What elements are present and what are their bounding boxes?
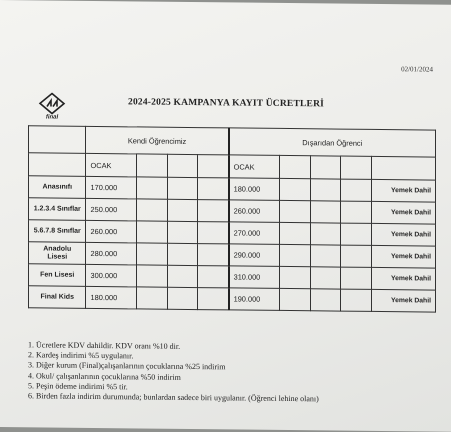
table-row [29, 286, 436, 312]
own-price: 280.000 [86, 242, 137, 265]
own-price: 170.000 [86, 176, 137, 199]
note-item: 4. Okul/ çalışanlarının çocuklarına %50 indirim [36, 371, 451, 386]
document-date: 02/01/2024 [401, 65, 433, 74]
note-item: 6. Birden fazla indirim durumunda; bunlardan sadece biri uygulanır. (Öğrenci lehine olanı) [36, 391, 451, 406]
outside-price: 260.000 [229, 200, 280, 223]
note-item: 3. Diğer kurum (Final)çalışanlarının çocuklarına %25 indirim [36, 361, 451, 376]
school-logo [38, 92, 66, 122]
outside-price: 180.000 [229, 178, 280, 201]
logo-icon [38, 92, 66, 114]
month-header-outside: OCAK [229, 155, 280, 179]
meal-note: Yemek Dahil [371, 179, 435, 202]
note-item: 2. Kardeş indirimi %5 uygulanır. [36, 351, 451, 366]
own-price: 180.000 [86, 286, 137, 309]
logo-text: final [45, 114, 59, 121]
meal-note: Yemek Dahil [371, 245, 435, 268]
note-item: 1. Ücretlere KDV dahildir. KDV oranı %10 dir. [36, 340, 451, 355]
row-label: Final Kids [29, 286, 86, 309]
outside-price: 270.000 [229, 222, 280, 245]
note-item: 5. Peşin ödeme indirimi %5 tir. [36, 381, 451, 396]
notes-list [22, 340, 451, 406]
table-group-header-row [29, 126, 436, 157]
row-label: 1.2.3.4 Sınıflar [29, 198, 86, 221]
own-price: 260.000 [86, 220, 137, 243]
table-corner-cell [29, 126, 86, 154]
own-price: 250.000 [86, 198, 137, 221]
row-label: Anadolu Lisesi [29, 242, 86, 265]
group-outside-students: Dışarıdan Öğrenci [229, 128, 436, 157]
meal-note: Yemek Dahil [371, 223, 435, 246]
meal-note: Yemek Dahil [371, 267, 435, 290]
row-label: Anasınıfı [29, 176, 86, 199]
month-header-own: OCAK [86, 153, 137, 177]
own-price: 300.000 [86, 264, 137, 287]
meal-note: Yemek Dahil [371, 201, 435, 224]
page-title: 2024-2025 KAMPANYA KAYIT ÜCRETLERİ [128, 97, 325, 110]
group-own-students: Kendi Öğrencimiz [86, 126, 229, 154]
row-label: 5.6.7.8 Sınıflar [29, 220, 86, 243]
outside-price: 190.000 [229, 288, 280, 311]
fee-table [28, 125, 436, 312]
row-label: Fen Lisesi [29, 264, 86, 287]
meal-note: Yemek Dahil [371, 289, 435, 312]
outside-price: 290.000 [229, 244, 280, 267]
outside-price: 310.000 [229, 266, 280, 289]
